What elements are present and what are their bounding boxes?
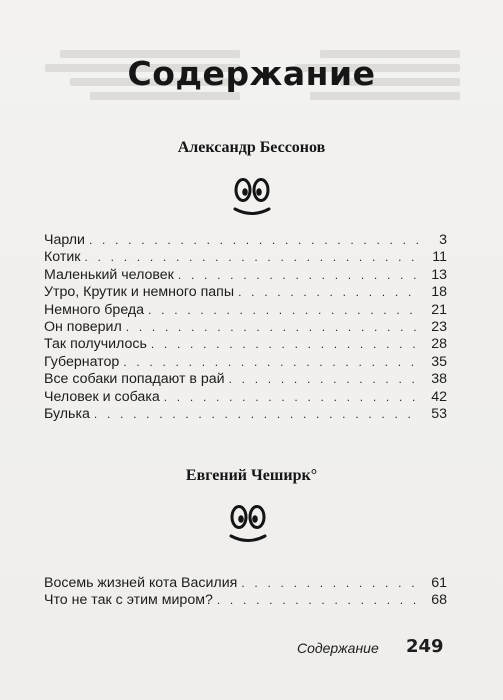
entry-page: 13	[431, 266, 447, 283]
toc-entry[interactable]	[44, 354, 447, 371]
section-author: Евгений Чеширк°	[185, 467, 318, 484]
dot-leader	[148, 302, 421, 319]
running-footer-label: Содержание	[297, 640, 379, 656]
entry-page: 35	[431, 353, 447, 370]
dot-leader	[84, 249, 421, 266]
toc-entry[interactable]	[44, 267, 447, 284]
toc-entry[interactable]	[44, 336, 447, 353]
entry-page: 11	[432, 249, 447, 266]
smiley-face-icon	[225, 503, 271, 547]
table-of-contents	[44, 232, 447, 423]
toc-entry[interactable]	[44, 302, 447, 319]
entry-title: Губернатор	[44, 353, 120, 370]
dot-leader	[126, 319, 421, 336]
toc-entry[interactable]	[44, 371, 447, 388]
toc-entry[interactable]	[44, 284, 447, 301]
entry-title: Маленький человек	[44, 266, 174, 283]
dot-leader	[164, 389, 421, 406]
entry-page: 28	[431, 336, 447, 353]
entry-title: Немного бреда	[44, 301, 145, 318]
page-number: 249	[406, 636, 444, 657]
dot-leader	[241, 575, 421, 592]
entry-title: Булька	[44, 405, 90, 422]
toc-entry[interactable]	[44, 575, 447, 592]
entry-title: Человек и собака	[44, 388, 160, 405]
entry-title: Все собаки попадают в рай	[44, 371, 225, 388]
dot-leader	[178, 267, 421, 284]
entry-page: 18	[431, 284, 447, 301]
entry-title: Он поверил	[44, 318, 122, 335]
toc-entry[interactable]	[44, 319, 447, 336]
toc-entry[interactable]	[44, 232, 447, 249]
section-author: Александр Бессонов	[177, 139, 326, 156]
entry-title: Что не так с этим миром?	[44, 592, 213, 609]
entry-title: Чарли	[44, 232, 85, 248]
entry-page: 23	[431, 318, 447, 335]
entry-page: 53	[431, 405, 447, 422]
entry-page: 21	[431, 301, 447, 318]
page-title: Содержание	[127, 54, 376, 93]
toc-entry[interactable]	[44, 249, 447, 266]
dot-leader	[229, 371, 421, 388]
entry-page: 61	[431, 575, 447, 591]
dot-leader	[217, 592, 421, 609]
entry-title: Восемь жизней кота Василия	[44, 575, 238, 591]
smiley-face-icon	[229, 176, 275, 220]
entry-page: 3	[439, 232, 447, 248]
entry-page: 68	[431, 592, 447, 609]
table-of-contents	[44, 575, 447, 610]
dot-leader	[238, 284, 421, 301]
dot-leader	[89, 232, 421, 249]
dot-leader	[151, 336, 421, 353]
entry-page: 42	[431, 388, 447, 405]
entry-title: Котик	[44, 249, 81, 266]
toc-entry[interactable]	[44, 406, 447, 423]
entry-page: 38	[431, 371, 447, 388]
entry-title: Так получилось	[44, 336, 147, 353]
entry-title: Утро, Крутик и немного папы	[44, 284, 235, 301]
toc-entry[interactable]	[44, 389, 447, 406]
dot-leader	[123, 354, 421, 371]
toc-entry[interactable]	[44, 592, 447, 609]
dot-leader	[94, 406, 421, 423]
